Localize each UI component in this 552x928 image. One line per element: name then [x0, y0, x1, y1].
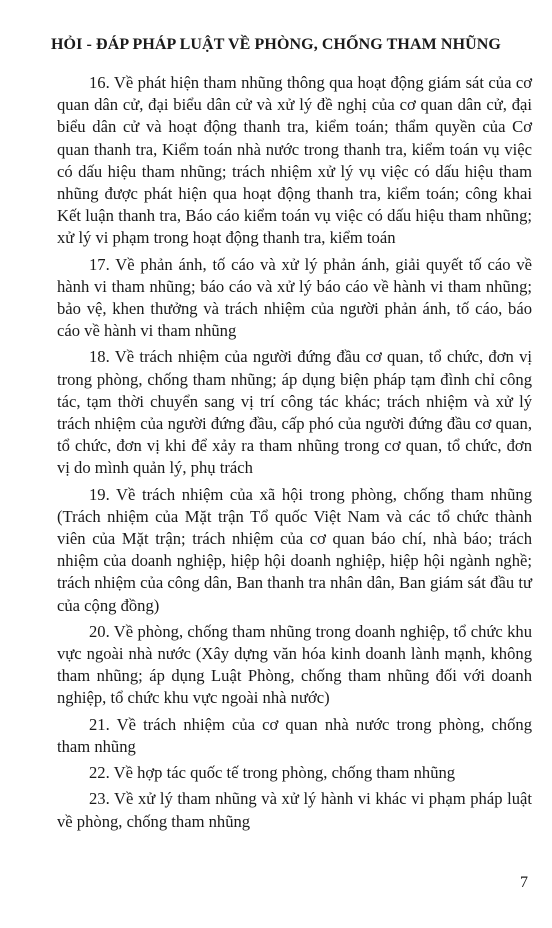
paragraph-23: 23. Về xử lý tham nhũng và xử lý hành vi khác vi phạm pháp luật về phòng, chống tham nhũng: [57, 789, 532, 831]
paragraph-17: 17. Về phản ánh, tố cáo và xử lý phản ánh, giải quyết tố cáo về hành vi tham nhũng; báo cáo và xử lý báo cáo về hành vi tham nhũng; bảo vệ, khen thưởng và trách nhiệm của người phản ánh, tố cáo, báo cáo về hành vi tham nhũng: [57, 254, 532, 341]
page-number: 7: [520, 874, 528, 891]
paragraph-19: 19. Về trách nhiệm của xã hội trong phòng, chống tham nhũng (Trách nhiệm của Mặt trận Tổ quốc Việt Nam và các tổ chức thành viên của Mặt trận; trách nhiệm của cơ quan báo chí, nhà báo; trách nhiệm của doanh nghiệp, hiệp hội doanh nghiệp, hiệp hội ngành nghề; trách nhiệm của công dân, Ban thanh tra nhân dân, Ban giám sát đầu tư của cộng đồng): [57, 484, 532, 615]
paragraph-22: 22. Về hợp tác quốc tế trong phòng, chống tham nhũng: [89, 763, 456, 783]
body-text: [57, 72, 532, 837]
paragraph-20: 20. Về phòng, chống tham nhũng trong doanh nghiệp, tổ chức khu vực ngoài nhà nước (Xây dựng văn hóa kinh doanh lành mạnh, không tham nhũng; áp dụng Luật Phòng, chống tham nhũng đối với doanh nghiệp, tổ chức khu vực ngoài nhà nước): [57, 621, 532, 708]
paragraph-21: 21. Về trách nhiệm của cơ quan nhà nước trong phòng, chống tham nhũng: [57, 714, 532, 756]
paragraph-16: 16. Về phát hiện tham nhũng thông qua hoạt động giám sát của cơ quan dân cử, đại biểu dân cử và xử lý đề nghị của cơ quan dân cử, đại biểu dân cử và hoạt động thanh tra, kiểm toán; thẩm quyền của Cơ quan thanh tra, Kiểm toán nhà nước trong thanh tra, kiểm toán vụ việc có dấu hiệu tham nhũng; trách nhiệm xử lý vụ việc có dấu hiệu tham nhũng được phát hiện qua hoạt động thanh tra, kiểm toán; công khai Kết luận thanh tra, Báo cáo kiểm toán vụ việc có dấu hiệu tham nhũng; xử lý vi phạm trong hoạt động thanh tra, kiểm toán: [57, 73, 532, 248]
running-header: HỎI - ĐÁP PHÁP LUẬT VỀ PHÒNG, CHỐNG THAM NHŨNG: [51, 36, 501, 53]
paragraph-18: 18. Về trách nhiệm của người đứng đầu cơ quan, tổ chức, đơn vị trong phòng, chống tham nhũng; áp dụng biện pháp tạm đình chỉ công tác, tạm thời chuyển sang vị trí công tác khác; trách nhiệm và xử lý trách nhiệm của người đứng đầu, cấp phó của người đứng đầu cơ quan, tổ chức, đơn vị khi để xảy ra tham nhũng trong cơ quan, tổ chức, đơn vị do mình quản lý, phụ trách: [57, 347, 532, 478]
